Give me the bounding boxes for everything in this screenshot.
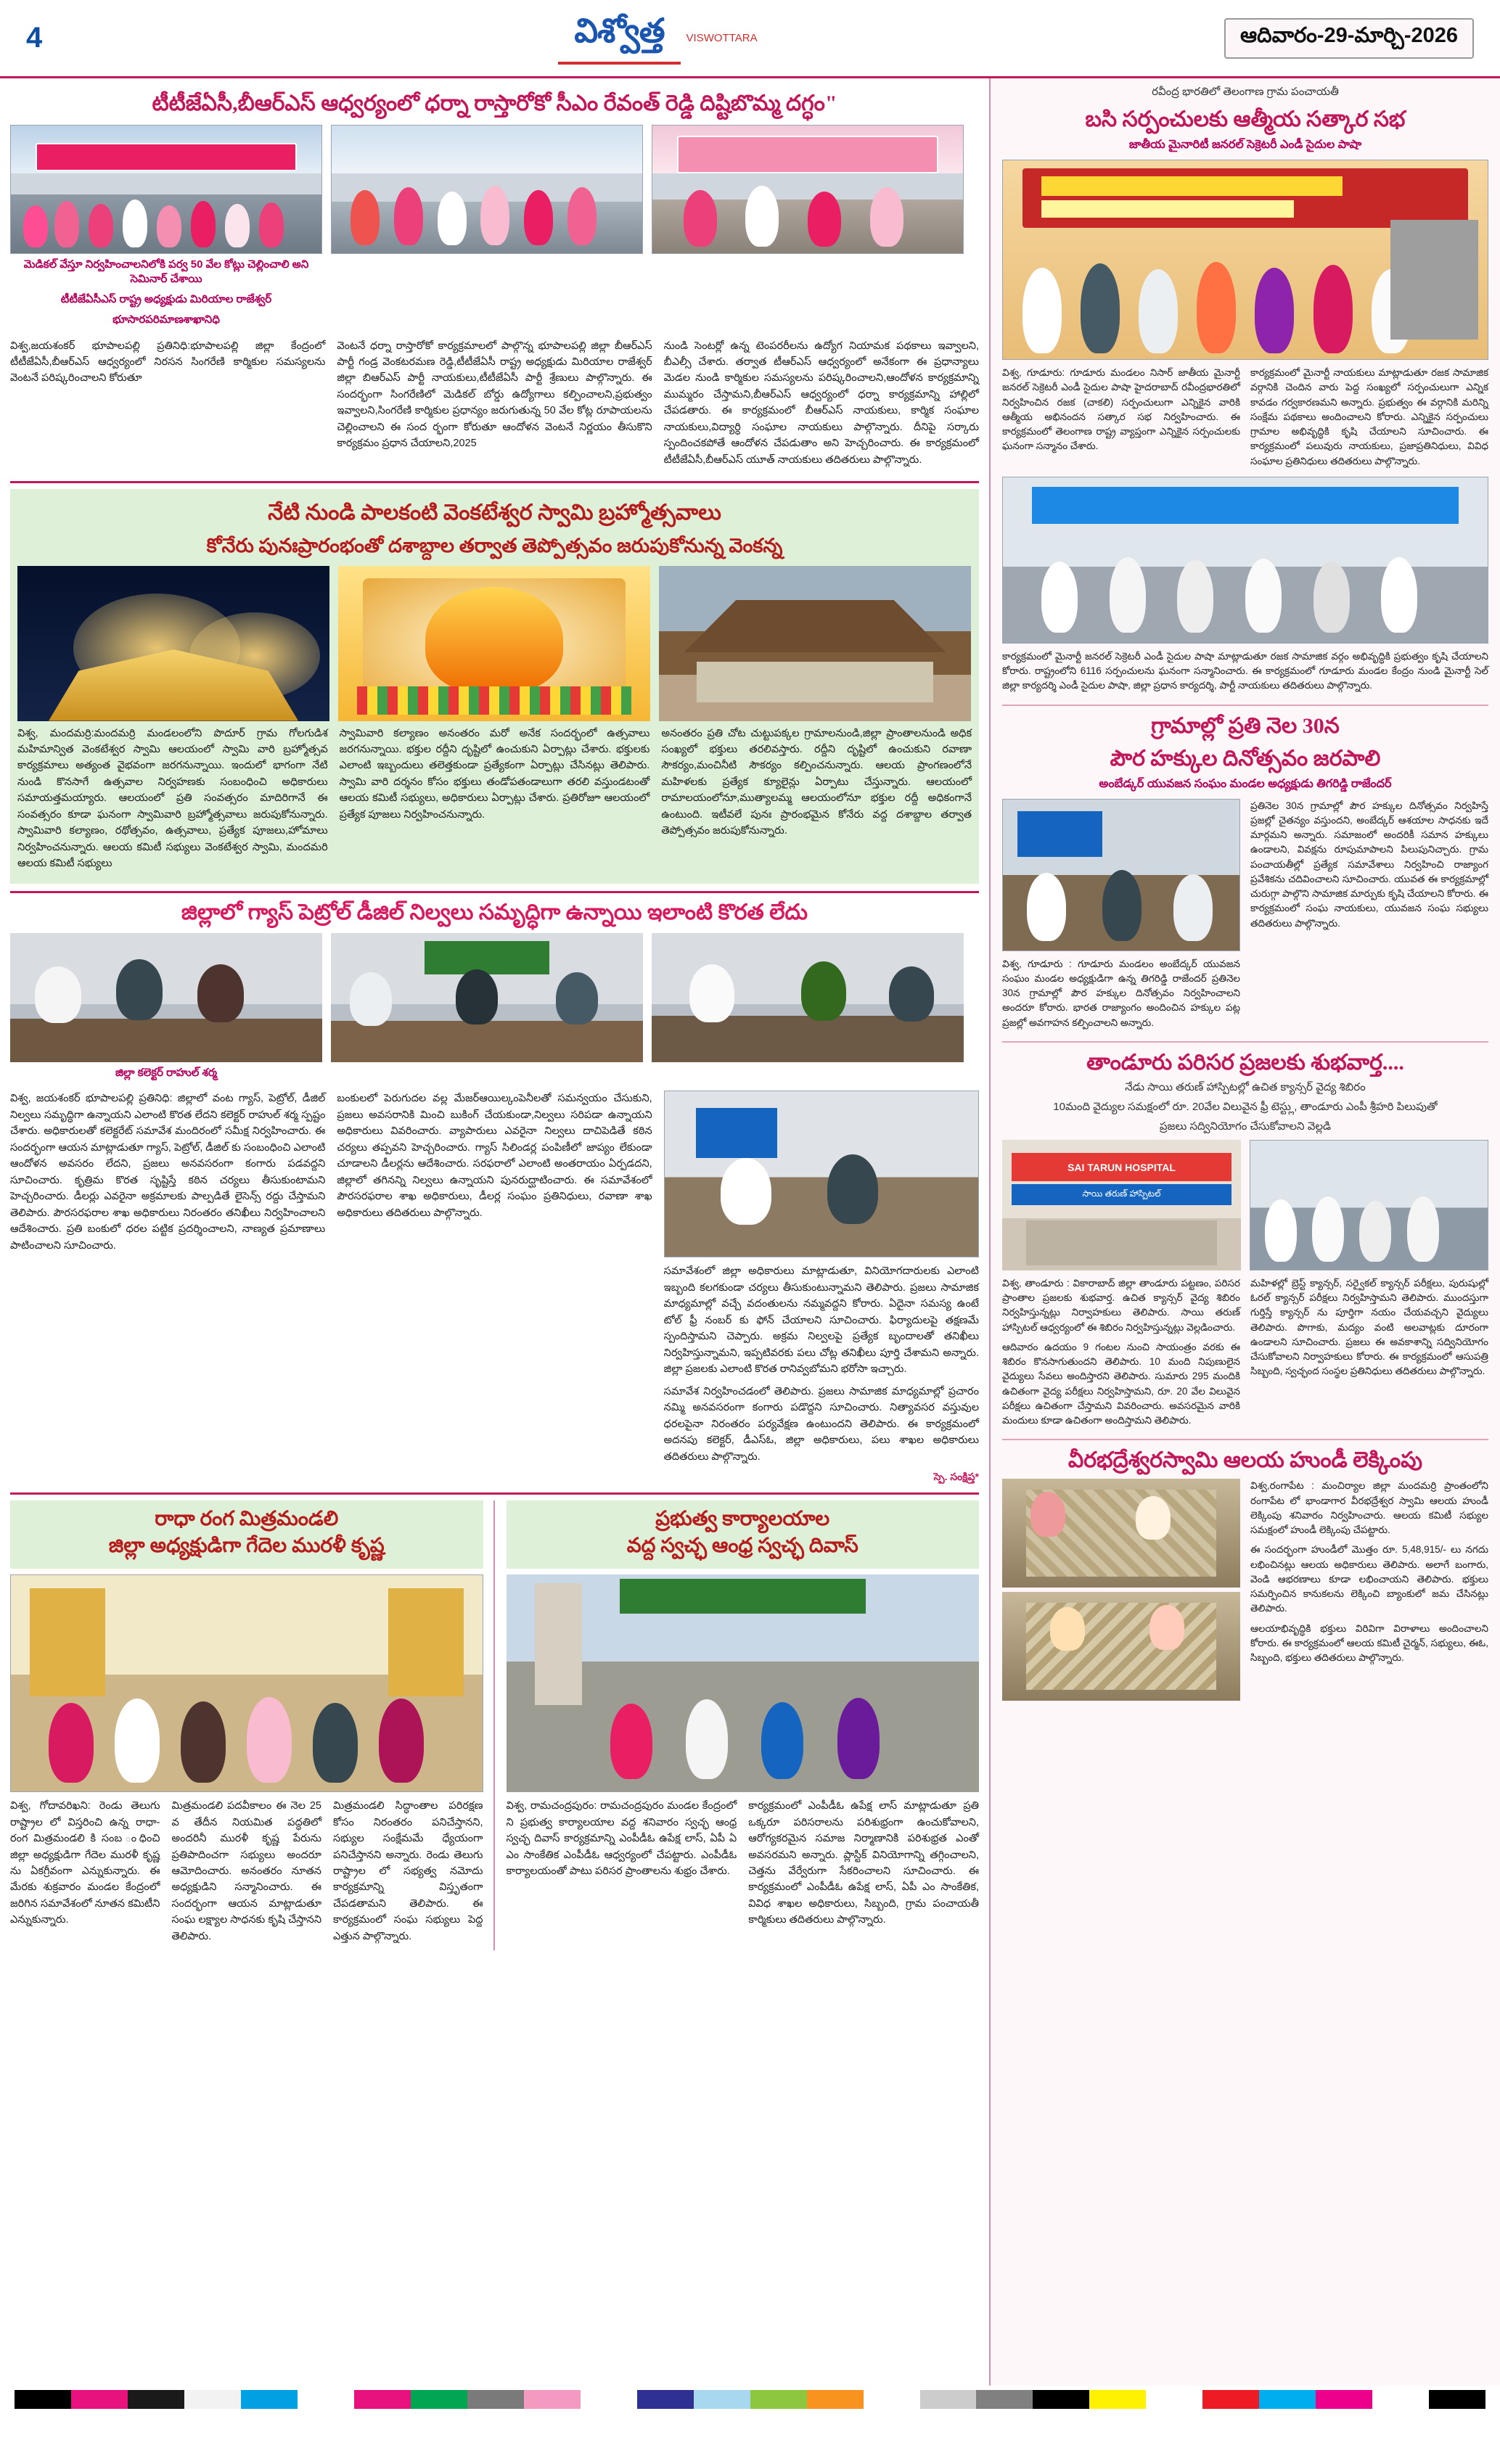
headline-side3: తాండూరు పరిసర ప్రజలకు శుభవార్త.... (1086, 1050, 1404, 1075)
headline-story4-line1: రాధా రంగ మిత్రమండలి (155, 1508, 339, 1531)
paragraph: మిత్రమండలి సిద్ధాంతాల పరిరక్షణ కోసం నిరంతరం పనిచేస్తానని, సభ్యుల సంక్షేమమే ధ్యేయంగా పనిచేస్తానని అన్నారు. రెండు తెలుగు రాష్ట్రాల లో సభ్యత్వ నమోదు కార్యక్రమాన్ని విస్తృతంగా చేపడతామని తెలిపారు. ఈ కార్యక్రమంలో సంఘ సభ్యులు పెద్ద ఎత్తున పాల్గొన్నారు. (333, 1800, 483, 1942)
article-swachh-divas (507, 1500, 980, 1950)
paragraph: కార్యక్రమంలో మైనార్టీ నాయకులు మాట్లాడుతూ రజక సామాజిక వర్గానికి చెందిన వారు పెద్ద సంఖ్యలో సర్పంచులుగా ఎన్నిక కావడం గర్వకారణమని అన్నారు. ప్రభుత్వం ఈ వర్గానికి మరిన్ని సంక్షేమ పథకాలు అందించాలని కోరారు. ఎన్నికైన సర్పంచులు గ్రామాల అభివృద్ధికి కృషి చేయాలని సూచించారు. ఈ కార్యక్రమంలో పలువురు నాయకులు, ప్రజాప్రతినిధులు, వివిధ సంఘాల ప్రతినిధులు తదితరులు పాల్గొన్నారు. (1250, 367, 1488, 467)
logo-text: విశ్వోత్త (558, 12, 680, 65)
color-swatch-22 (1259, 2390, 1316, 2409)
photo-caption-story1-c: భూసారపరిమాణశాఖానిధి (112, 313, 220, 327)
headline-story5-line1: ప్రభుత్వ కార్యాలయాల (655, 1508, 830, 1531)
divider (1002, 705, 1488, 706)
photo-protest-2 (331, 125, 643, 254)
body-story3-top (10, 1091, 979, 1383)
side3-line-2: 10మంది వైద్యుల సమక్షంలో రూ. 20వేల విలువైన ఫ్రీ టెస్ట్లు, తాండూరు ఎంపీ శ్రీహరి పిలుపుతో (1053, 1100, 1438, 1113)
body-side2 (1002, 799, 1488, 1035)
body-story4 (10, 1798, 483, 1950)
body-story3-bottom (10, 1384, 979, 1485)
main-column (0, 78, 991, 2386)
color-swatch-24 (1372, 2390, 1429, 2409)
photo-caption-story1-a: మెడికల్ వేస్తూ నిర్వహించాలనిలోకి పర్వ 50 వేల కోట్లు చెల్లించాలి అని సెమినార్ చేశాయి (23, 258, 309, 285)
paragraph: విశ్వ, గోదావరిఖని: రెండు తెలుగు రాష్ట్రాల లో విస్తరించి ఉన్న రాధా-రంగ మిత్రమండలి కి సంబ ంధించి జిల్లా అధ్యక్షుడిగా గేదెల మురళీ కృష్ణ ను ఏకగ్రీవంగా ఎన్నుకున్నారు. ఈ మేరకు శుక్రవారం మండల కేంద్రంలో జరిగిన సమావేశంలో నూతన కమిటీని ఎన్నుకున్నారు. (10, 1800, 160, 1926)
headline-story5-line2: వద్ద స్వచ్ఛ ఆంధ్ర స్వచ్ఛ దివాస్ (626, 1535, 858, 1558)
body-story2 (17, 726, 972, 878)
color-swatch-13 (750, 2390, 807, 2409)
paragraph: వెంటనే ధర్నా రాస్తారోకో కార్యక్రమాలలో పాల్గొన్న భూపాలపల్లి జిల్లా బీఆర్ఎస్ పార్టీ గండ్ర వెంకటరమణ రెడ్డి,టీటీజేఏసీ రాష్ట్ర అధ్యక్షుడు మిరియాల రాజేశ్వర్ జిల్లా బిఆర్ఎస్ పార్టీ నాయకులు,టీటీజేఏసీ పార్టీ శ్రేణులు పాల్గొన్నారు. ఈ సందర్భంగా సింగరేణిలో మెడికల్ బోర్డు ఉద్యోగాలు కల్పించాలని,ప్రభుత్వం ఇవ్వాలని,సింగరేణి కార్మికుల ప్రధాన్యం జరుగుతున్న 50 వేల కోట్ల రూపాయలను చెల్లించాలని ఈ సంద ర్భంగా కోరుతూ ఆందోళన వెంటనే నిర్ణయం తీసుకొని కార్యక్రమం ప్రధాన చేయాలని,2025 (337, 340, 652, 450)
color-swatch-9 (524, 2390, 581, 2409)
paragraph: విశ్వ, జయశంకర్ భూపాలపల్లి ప్రతినిధి: జిల్లాలో వంట గ్యాస్, పెట్రోల్, డీజిల్ నిల్వలు సమృద్ధిగా ఉన్నాయని ఎలాంటి కొరత లేదని కలెక్టర్ రాహుల్ శర్మ స్పష్టం చేశారు. అధికారులతో కలెక్టరేట్ సమావేశ మందిరంలో సమీక్ష నిర్వహించారు. ఈ సందర్భంగా ఆయన మాట్లాడుతూ గ్యాస్, పెట్రోల్, డీజిల్ కు సంబంధించి ఎలాంటి ఆందోళన అవసరం లేదని, ప్రజలు అనవసరంగా కంగారు పడవద్దని సూచించారు. కృత్రిమ కొరత సృష్టిస్తే కఠిన చర్యలు తీసుకుంటామని హెచ్చరించారు. డీలర్లు ఎవరైనా అక్రమాలకు పాల్పడితే లైసెన్స్ రద్దు చేస్తామని తెలిపారు. పౌరసరఫరాల శాఖ అధికారులు నిరంతరం తనిఖీలు నిర్వహించాలని ఆదేశించారు. ప్రతి బంకులో ధరల పట్టిక ప్రదర్శించాలని, నాణ్యత ప్రమాణాలు పాటించాలని సూచించారు. (10, 1093, 326, 1252)
hospital-sign-telugu: సాయి తరుణ్ హాస్పిటల్ (1012, 1184, 1231, 1205)
photo-camp-group (1250, 1140, 1488, 1270)
edition-date: ఆదివారం-29-మార్చి-2026 (1224, 18, 1474, 59)
photo-hospital-building (1002, 1140, 1241, 1270)
page-number: 4 (26, 22, 43, 54)
paragraph: విశ్వ,రంగాపేట : మంచిర్యాల జిల్లా మందమర్రి ప్రాంతంలోని రంగాపేట లో భాండాగార వీరభద్రేశ్వర స్వామి ఆలయ హుండీ లెక్కింపు శనివారం నిర్వహించారు. ఆలయ కమిటీ సభ్యుల సమక్షంలో హుండీ లెక్కింపు చేపట్టారు. (1250, 1480, 1488, 1535)
paragraph: విశ్వ, గూడూరు: గూడూరు మండలం నిసార్ జాతీయ మైనార్టీ జనరల్ సెక్రెటరీ ఎండీ సైదుల పాషా హైదరాబాద్ రవీంద్రభారతిలో నిర్వహించిన రజక (చాకలి) సర్పంచులుగా ఎన్నికైన వారికి ఆత్మీయ అభినందన సత్కార సభ నిర్వహించారు. ఈ కార్యక్రమంలో తెలంగాణ రాష్ట్ర వ్యాప్తంగా ఎన్నికైన సర్పంచులకు ఘనంగా సన్మానం చేశారు. (1002, 367, 1240, 452)
paragraph: బంకులలో పెరుగుదల వల్ల మేజర్ఆయిల్కంపెనీలతో సమన్వయం చేసుకుని, ప్రజలు అవసరానికి మించి బుకింగ్ చేయకుండా,నిల్వలు సరిపడా ఉన్నాయని అధికారులు వివరించారు. వ్యాపారులు ఎవరైనా నిల్వలు దాచిపెడితే కఠిన చర్యలు తప్పవని హెచ్చరించారు. గ్యాస్ సిలిండర్ల పంపిణీలో జాప్యం లేకుండా చూడాలని డీలర్లను ఆదేశించారు. సరఫరాలో ఎలాంటి అంతరాయం ఏర్పడదని, జిల్లాలో తగినన్ని నిల్వలు ఉన్నాయని పునరుద్ఘాటించారు. ఈ సమావేశంలో పౌరసరఫరాల శాఖ అధికారులు, డీలర్ల సంఘం ప్రతినిధులు, రవాణా శాఖ అధికారులు తదితరులు పాల్గొన్నారు. (337, 1093, 652, 1219)
masthead (0, 0, 1500, 78)
paragraph: విశ్వ,జయశంకర్ భూపాలపల్లి ప్రతినిధి:భూపాలపల్లి జిల్లా కేంద్రంలో టీటీజేఏసీ,బీఆర్ఎస్ ఆధ్వర్యంలో నిరసన సింగరేణి కార్మికుల సమస్యలను వెంటనే పరిష్కరించాలని కోరుతూ (10, 340, 326, 385)
color-swatch-14 (807, 2390, 864, 2409)
bottom-panels (10, 1500, 979, 1950)
hospital-sign: SAI TARUN HOSPITAL (1012, 1153, 1231, 1182)
color-swatch-20 (1146, 2390, 1202, 2409)
color-swatch-15 (864, 2390, 920, 2409)
paragraph: ఆదివారం ఉదయం 9 గంటల నుంచి సాయంత్రం వరకు ఈ శిబిరం కొనసాగుతుందని తెలిపారు. 10 మంది నిపుణులైన వైద్యులు సేవలు అందిస్తారని తెలిపారు. సుమారు 295 మందికి ఉచితంగా వైద్య పరీక్షలు నిర్వహిస్తామని, రూ. 20 వేల విలువైన పరీక్షలు ఉచితంగా చేస్తామని వివరించారు. అవసరమైన వారికి మందులు కూడా ఉచితంగా అందిస్తామని తెలిపారు. (1002, 1341, 1240, 1426)
paragraph: సమావేశంలో జిల్లా అధికారులు మాట్లాడుతూ, వినియోగదారులకు ఎలాంటి ఇబ్బంది కలగకుండా చర్యలు తీసుకుంటున్నామని తెలిపారు. ప్రజలు సామాజిక మాధ్యమాల్లో వచ్చే వదంతులను నమ్మవద్దని కోరారు. ఏదైనా సమస్య ఉంటే టోల్ ఫ్రీ నంబర్ కు ఫోన్ చేయాలని సూచించారు. ఫిర్యాదులపై తక్షణమే స్పందిస్తామని చెప్పారు. అక్రమ నిల్వలపై ప్రత్యేక బృందాలతో తనిఖీలు నిర్వహిస్తున్నామని, ఇప్పటివరకు పలు చోట్ల తనిఖీలు పూర్తి చేశామని అన్నారు. జిల్లా ప్రజలకు ఎలాంటి కొరత రానివ్వబోమని భరోసా ఇచ్చారు. (663, 1265, 979, 1376)
paragraph: విశ్వ, మందమర్రి:మందమర్రి మండలంలోని పొదూర్ గ్రామ గోలగుడిశ మహిమాన్విత వెంకటేశ్వర స్వామి ఆలయంలో స్వామి వారి బ్రహ్మోత్సవ కార్యక్రమాలు అత్యంత వైభవంగా జరగనున్నాయి. ఇందులో భాగంగా నేటి నుండి కొనసాగే ఉత్సవాల నిర్వహణకు సంబంధించి అధికారులు సమాయత్తమయ్యారు. ఆలయంలో ప్రతి సంవత్సరం మాదిరిగానే ఈ సంవత్సరం కూడా ఘనంగా స్వామివారి బ్రహ్మోత్సవాలు జరుపుకోనున్నారు. స్వామివారి కల్యాణం, రథోత్సవం, ఉత్సవాలు, ప్రత్యేక పూజలు,హోమాలు నిర్వహించనున్నారు. ఆలయ కమిటీ సభ్యులు వెంకటేశ్వర స్వామి, మందమరి ఆలయ కమిటీ సభ్యులు (17, 727, 328, 870)
color-swatch-10 (581, 2390, 637, 2409)
body-side3 (1002, 1276, 1488, 1434)
body-story1 (10, 338, 979, 475)
photo-caption-story3: జిల్లా కలెక్టర్ రాహుల్ శర్మ (115, 1067, 218, 1080)
headline-story2-line1: నేటి నుండి పాలకంటి వెంకటేశ్వర స్వామి బ్రహ్మోత్సవాలు (268, 501, 721, 525)
article-ttjac-dharna (10, 90, 979, 474)
paragraph: కార్యక్రమంలో ఎంపీడీఓ ఉపేక్ష లాస్ మాట్లాడుతూ ప్రతి ఒక్కరూ పరిసరాలను పరిశుభ్రంగా ఉంచుకోవాలని, ఆరోగ్యకరమైన సమాజ నిర్మాణానికి పరిశుభ్రత ఎంతో అవసరమని అన్నారు. ప్లాస్టిక్ వినియోగాన్ని తగ్గించాలని, చెత్తను వేర్వేరుగా సేకరించాలని సూచించారు. ఈ కార్యక్రమంలో ఎంపీడీఓ ఉపేక్ష లాస్, ఏపీ ఎం సాంకేతిక, వివిధ శాఖల అధికారులు, సిబ్బంది, గ్రామ పంచాయతీ కార్మికులు తదితరులు పాల్గొన్నారు. (748, 1800, 979, 1926)
page-body (0, 78, 1500, 2386)
logo-subtext: VISWOTTARA (686, 32, 758, 44)
color-swatch-23 (1316, 2390, 1372, 2409)
photo-protest-3 (652, 125, 964, 254)
color-swatch-11 (637, 2390, 694, 2409)
paragraph: ఆలయాభివృద్ధికి భక్తులు విరివిగా విరాళాలు అందించాలని కోరారు. ఈ కార్యక్రమంలో ఆలయ కమిటీ చైర్మన్, సభ్యులు, ఈఓ, సిబ్బంది, భక్తులు తదితరులు పాల్గొన్నారు. (1250, 1622, 1488, 1663)
article-sarpanch-felicitation (1002, 86, 1488, 699)
article-cancer-camp (1002, 1048, 1488, 1434)
color-swatch-18 (1033, 2390, 1089, 2409)
photo-temple-night (17, 566, 329, 721)
photo-hundi-counting-1 (1002, 1479, 1240, 1588)
paragraph: స్వామివారి కల్యాణం అనంతరం మరో అనేక సందర్భంలో ఉత్సవాలు జరగనున్నాయి. భక్తుల రద్దీని దృష్టిలో ఉంచుకుని ఏర్పాట్లు చేశారు. భక్తులకు ఎలాంటి ఇబ్బందులు తలెత్తకుండా ప్రత్యేకంగా ఏర్పాట్లు చేసినట్లు తెలిపారు. స్వామి వారి దర్శనం కోసం భక్తులు తండోపతండాలుగా తరలి వస్తుండటంతో ఆలయ కమిటీ సభ్యులు, అధికారులు ఏర్పాట్లు చేశారు. ప్రతిరోజూ ఆలయంలో ప్రత్యేక పూజలు నిర్వహించనున్నారు. (339, 727, 650, 821)
article-civil-rights-day (1002, 712, 1488, 1035)
headline-side4: వీరభద్రేశ్వరస్వామి ఆలయ హుండీ లెక్కింపు (1067, 1448, 1423, 1473)
side3-line-1: నేడు సాయి తరుణ్ హాస్పిటల్లో ఉచిత క్యాన్సర్ వైద్య శిబిరం (1125, 1080, 1366, 1093)
paragraph: మిత్రమండలి పదవీకాలం ఈ నెల 25 వ తేదీన నియమిత పద్ధతిలో అందరినీ మురళీ కృష్ణ పేరును ప్రతిపాదించగా సభ్యులు అందరూ ఆమోదించారు. అనంతరం నూతన అధ్యక్షుడిని సన్మానించారు. ఈ సందర్భంగా ఆయన మాట్లాడుతూ సంఘ లక్ష్యాల సాధనకు కృషి చేస్తానని తెలిపారు. (171, 1800, 321, 1942)
photo-collector-meeting-3 (652, 933, 964, 1062)
side-column (991, 78, 1500, 2386)
subkicker-side2: అంబేడ్కర్ యువజన సంఘం మండల అధ్యక్షుడు తిగరిడ్డి రాజేందర్ (1099, 777, 1392, 790)
color-swatch-21 (1202, 2390, 1259, 2409)
photo-row-story1 (10, 125, 979, 334)
color-swatch-5 (298, 2390, 354, 2409)
divider (1002, 1439, 1488, 1440)
paragraph: ఈ సందర్భంగా హుండీలో మొత్తం రూ. 5,48,915/- లు నగదు లభించినట్లు ఆలయ అధికారులు తెలిపారు. అలాగే బంగారు, వెండి ఆభరణాలు కూడా లభించాయని తెలిపారు. భక్తులు సమర్పించిన కానుకలను లెక్కించి బ్యాంకులో జమ చేసినట్లు తెలిపారు. (1250, 1544, 1488, 1614)
color-swatch-19 (1089, 2390, 1146, 2409)
photo-caption-story1-b: టీటీజేఏసీఎస్ రాష్ట్ర అధ్యక్షుడు మిరియాల రాజేశ్వర్ (60, 293, 272, 305)
headline-story3: జిల్లాలో గ్యాస్ పెట్రోల్ డీజిల్ నిల్వలు సమృద్ధిగా ఉన్నాయి ఇలాంటి కొరత లేదు (181, 900, 808, 924)
color-swatch-2 (128, 2390, 184, 2409)
photo-row-story3 (10, 933, 979, 1086)
color-swatch-1 (71, 2390, 128, 2409)
photo-meeting-wide (664, 1091, 979, 1257)
divider (1002, 1041, 1488, 1043)
headline-side2-line1: గ్రామాల్లో ప్రతి నెల 30న (1151, 713, 1340, 738)
body-story5 (507, 1798, 980, 1934)
color-swatch-16 (920, 2390, 977, 2409)
photo-hundi-counting-2 (1002, 1592, 1240, 1701)
color-swatch-0 (15, 2390, 71, 2409)
photo-row-story2 (17, 566, 972, 721)
headline-story2-line2: కోనేరు పునఃప్రారంభంతో దశాబ్దాల తర్వాత తెప్పోత్సవం జరుపుకోనున్న వెంకన్న (206, 534, 783, 557)
photo-youth-association (1002, 799, 1240, 951)
paragraph: అనంతరం ప్రతి చోట చుట్టుపక్కల గ్రామాలనుండి,జిల్లా ప్రాంతాలనుండి అధిక సంఖ్యలో భక్తులు తరలివస్తారు. రద్దీని దృష్టిలో ఉంచుకుని రవాణా సౌకర్యం,మంచినీటి సౌకర్యం కల్పించనున్నారు. ఆలయ ప్రాంగణంలోనే మహిళలకు ప్రత్యేక క్యూలైన్లు ఏర్పాటు చేస్తున్నారు. ఆలయంలో రామాలయంలోనూ,ముత్యాలమ్మ ఆలయంలోనూ భక్తుల రద్దీ అధికంగానే ఉంటుంది. ఇటీవలే పునః ప్రారంభమైన కోనేరు వద్ద దశాబ్దాల తర్వాత తెప్పోత్సవం జరుపుకోనున్నారు. (661, 727, 972, 837)
paragraph: నుండి సెంటర్లో ఉన్న టెంపరరీలను ఉద్యోగ నియామక పథకాలు ఇవ్వాలని, బీఎల్సీ చేశారు. తర్వాత టీఆర్ఎస్ ఆధ్వర్యంలో అనేకంగా ఈ ప్రధాన్యాలు మెడల నుండి కార్మికుల సమస్యలను పరిష్కరించాలని,ఆందోళన కార్యక్రమాన్ని ముమ్మరం చేస్తామని,బీఆర్ఎస్ ఆధ్వర్యంలో ధర్నా కార్యక్రమాన్ని హాల్లిలో చేపడతారు. ఈ కార్యక్రమంలో బీఆర్ఎస్ నాయకులు, కార్మిక సంఘాల నాయకులు,విద్యార్ధి సంఘాల నాయకులు పాల్గొన్నారు. దీనిపై సర్కారు స్పందించకపోతే ఆందోళన చేపడుతాం అని హెచ్చరించారు. ఈ కార్యక్రమంలో టీటీజేఏసీ,బీఆర్ఎస్ యూత్ నాయకులు తదితరులు పాల్గొన్నారు. (663, 340, 979, 466)
subkicker-side1: జాతీయ మైనారిటీ జనరల్ సెక్రెటరీ ఎండీ సైదుల పాషా (1128, 139, 1362, 151)
paragraph: కార్యక్రమంలో మైనార్టీ జనరల్ సెక్రెటరీ ఎండీ సైదుల పాషా మాట్లాడుతూ రజక సామాజిక వర్గం అభివృద్ధికి ప్రభుత్వం కృషి చేయాలని కోరారు. రాష్ట్రంలోని 6116 సర్పంచులను ఘనంగా సన్మానించారు. ఈ కార్యక్రమంలో గూడూరు మండల కేంద్రం నుండి మైనార్టీ సెల్ జిల్లా కార్యదర్శి ఎండీ సైదుల పాషా, జిల్లా ప్రధాన కార్యదర్శి, పార్టీ నాయకులు తదితరులు పాల్గొన్నారు. (1002, 650, 1488, 691)
paragraph: మహిళల్లో బ్రెస్ట్ క్యాన్సర్, సర్వైకల్ క్యాన్సర్ పరీక్షలు, పురుషుల్లో ఓరల్ క్యాన్సర్ పరీక్షలు నిర్వహిస్తామని తెలిపారు. ముందస్తుగా గుర్తిస్తే క్యాన్సర్ ను పూర్తిగా నయం చేయవచ్చని వైద్యులు తెలిపారు. పొగాకు, మద్యం వంటి అలవాట్లకు దూరంగా ఉండాలని సూచించారు. ప్రజలు ఈ అవకాశాన్ని సద్వినియోగం చేసుకోవాలని నిర్వాహకులు కోరారు. ఈ కార్యక్రమంలో ఆసుపత్రి సిబ్బంది, స్వచ్ఛంద సంస్థల ప్రతినిధులు తదితరులు పాల్గొన్నారు. (1250, 1277, 1488, 1377)
divider (10, 891, 979, 893)
photo-mitramandali-meeting (10, 1574, 483, 1792)
headline-story4-line2: జిల్లా అధ్యక్షుడిగా గేదెల మురళీ కృష్ణ (108, 1535, 385, 1558)
paragraph: సమావేశ నిర్వహించడంలో తెలిపారు. ప్రజలు సామాజిక మాధ్యమాల్లో ప్రచారం నమ్మి అనవసరంగా కంగారు పడొద్దని సూచించారు. నిత్యావసర వస్తువుల ధరలపైనా నిరంతరం పర్యవేక్షణ ఉంటుందని తెలిపారు. ఈ కార్యక్రమంలో అదనపు కలెక్టర్, డీఎస్ఓ, జిల్లా అధికారులు, పలు శాఖల అధికారులు తదితరులు పాల్గొన్నారు. (663, 1385, 979, 1463)
masthead-logo (91, 12, 1224, 65)
body-side1 (1002, 366, 1488, 474)
color-swatch-7 (411, 2390, 467, 2409)
divider (10, 1492, 979, 1495)
side3-line-3: ప్రజలు సద్వినియోగం చేసుకోవాలని వెల్లడి (1159, 1120, 1332, 1133)
article-mitramandali (10, 1500, 495, 1950)
byline-signature: స్పె. సంక్షిప్త* (933, 1471, 979, 1483)
photo-collector-meeting-1 (10, 933, 322, 1062)
kicker-side1: రవీంద్ర భారతిలో తెలంగాణ గ్రామ పంచాయతీ (1152, 86, 1339, 98)
color-swatch-17 (976, 2390, 1033, 2409)
article-brahmotsavam (10, 489, 979, 883)
photo-deity (338, 566, 650, 721)
photo-collector-meeting-2 (331, 933, 643, 1062)
body-side4 (1002, 1479, 1488, 1701)
headline-side1: బసి సర్పంచులకు ఆత్మీయ సత్కార సభ (1085, 107, 1406, 131)
paragraph: ప్రతినెల 30న గ్రామాల్లో పౌర హక్కుల దినోత్సవం నిర్వహిస్తే ప్రజల్లో చైతన్యం వస్తుందని, అంబేద్కర్ ఆశయాల సాధనకు ఇదే మార్గమని అన్నారు. సమాజంలో అందరికీ సమాన హక్కులు ఉండాలని, వివక్షను రూపుమాపాలని పిలుపునిచ్చారు. గ్రామ పంచాయతీల్లో ప్రత్యేక సమావేశాలు నిర్వహించి రాజ్యాంగ ప్రవేశికను చదివించాలని సూచించారు. యువత ఈ కార్యక్రమాల్లో చురుగ్గా పాల్గొని సామాజిక మార్పుకు కృషి చేయాలని కోరారు. ఈ కార్యక్రమంలో సంఘ నాయకులు, యువజన సంఘ సభ్యులు తదితరులు పాల్గొన్నారు. (1250, 800, 1488, 929)
photo-felicitation-group (1002, 477, 1488, 644)
headline-side2-line2: పౌర హక్కుల దినోత్సవం జరపాలి (1110, 746, 1381, 771)
paragraph: విశ్వ, రామచంద్రపురం: రామచంద్రపురం మండల కేంద్రంలో ని ప్రభుత్వ కార్యాలయాల వద్ద శనివారం స్వచ్ఛ ఆంధ్ర స్వచ్ఛ దివాస్ కార్యక్రమాన్ని ఎంపీడీఓ ఉపేక్ష లాస్, ఏపీ ఏ ఎం సాంకేతిక ఎంపీడీఓ ఆధ్వర్యంలో చేపట్టారు. ఎంపీడీఓ కార్యాలయంతో పాటు పరిసర ప్రాంతాలను శుభ్రం చేశారు. (506, 1800, 737, 1877)
article-fuel-stocks (10, 899, 979, 1485)
color-swatch-4 (241, 2390, 298, 2409)
photo-felicitation-stage (1002, 160, 1488, 360)
photo-protest-1 (10, 125, 322, 254)
color-swatch-3 (184, 2390, 241, 2409)
article-hundi-counting (1002, 1446, 1488, 1701)
divider (10, 481, 979, 483)
color-swatch-6 (354, 2390, 411, 2409)
photo-swachh-cleaning (507, 1574, 980, 1792)
photo-temple-hall (659, 566, 971, 721)
headline-story1: టీటీజేఏసీ,బీఆర్ఎస్ ఆధ్వర్యంలో ధర్నా రాస్తారోకో సీఎం రేవంత్ రెడ్డి దిష్టిబొమ్మ దగ్ధం" (152, 91, 837, 115)
print-color-bar (15, 2390, 1485, 2409)
color-swatch-25 (1429, 2390, 1485, 2409)
paragraph: విశ్వ, తాండూరు : వికారాబాద్ జిల్లా తాండూరు పట్టణం, పరిసర ప్రాంతాల ప్రజలకు శుభవార్త. ఉచిత క్యాన్సర్ వైద్య శిబిరం నిర్వహిస్తున్నట్లు నిర్వాహకులు తెలిపారు. సాయి తరుణ్ హాస్పిటల్ ఆధ్వర్యంలో ఈ శిబిరం నిర్వహిస్తున్నట్లు వెల్లడించారు. (1002, 1277, 1240, 1333)
color-swatch-12 (694, 2390, 750, 2409)
paragraph: విశ్వ, గూడూరు : గూడూరు మండలం అంబేద్కర్ యువజన సంఘం మండల అధ్యక్షుడిగా ఉన్న తిగరిడ్డి రాజేందర్ ప్రతినెల 30న గ్రామాల్లో పౌర హక్కుల దినోత్సవం నిర్వహించాలని అందరూ కోరారు. భారత రాజ్యాంగం అందించిన హక్కుల పట్ల ప్రజల్లో అవగాహన కల్పించాలని అన్నారు. (1002, 958, 1240, 1028)
color-swatch-8 (467, 2390, 524, 2409)
